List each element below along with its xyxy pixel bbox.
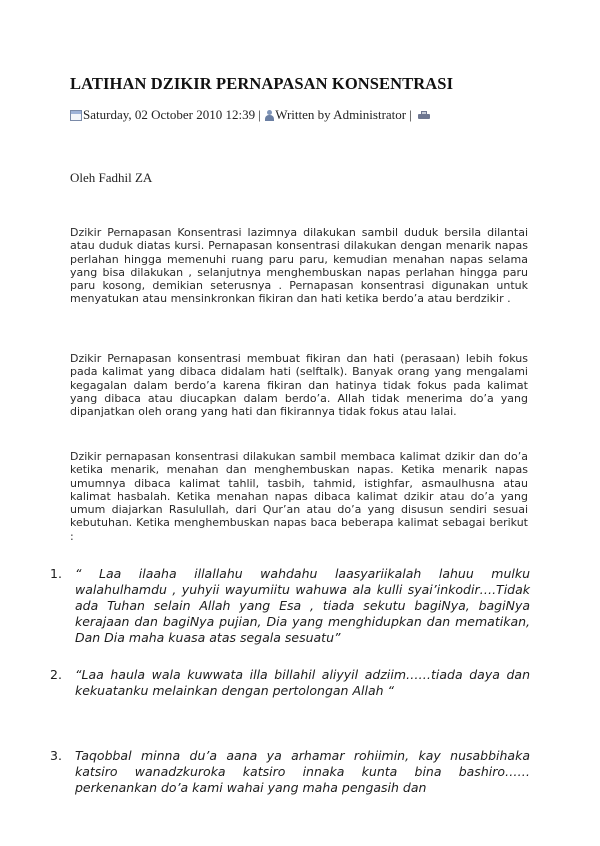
list-number: 1.	[50, 566, 62, 581]
article-meta	[70, 107, 430, 123]
paragraph: Dzikir pernapasan konsentrasi dilakukan sambil membaca kalimat dzikir dan do’a ketika menarik, menahan dan menghembuskan napas. Ketika menarik napas umumnya dibaca kalimat tahlil, tasbih, tahmid, istighfar, asmaulhusna atau kalimat hasbalah. Ketika menahan napas dibaca kalimat dzikir atau do’a yang umum diajarkan Rasulullah, dari Qur’an atau do’a yang disusun sendiri sesuai kebutuhan. Ketika menghembuskan napas baca beberapa kalimat sebagai berikut :	[70, 450, 528, 543]
list-item	[50, 566, 530, 646]
list-number: 3.	[50, 748, 62, 763]
meta-separator: |	[406, 107, 416, 122]
calendar-icon	[70, 110, 82, 121]
list-item	[50, 667, 530, 699]
paragraph: Dzikir Pernapasan Konsentrasi lazimnya dilakukan sambil duduk bersila dilantai atau duduk diatas kursi. Pernapasan konsentrasi dilakukan dengan menarik napas perlahan hingga memenuhi ruang paru paru, kemudian menahan napas selama yang bisa dilakukan , selanjutnya menghembuskan napas perlahan hingga paru paru kosong, demikian seterusnya . Pernapasan konsentrasi digunakan untuk menyatukan atau mensinkronkan fikiran dan hati ketika berdo’a atau berdzikir .	[70, 226, 528, 306]
user-icon	[264, 110, 274, 121]
article-written-by: Written by Administrator	[275, 107, 407, 122]
list-item	[50, 748, 530, 796]
list-number: 2.	[50, 667, 62, 682]
article-title: LATIHAN DZIKIR PERNAPASAN KONSENTRASI	[70, 74, 454, 93]
article-author: Oleh Fadhil ZA	[70, 170, 153, 185]
article-date: Saturday, 02 October 2010 12:39	[83, 107, 256, 122]
list-item-text: “ Laa ilaaha illallahu wahdahu laasyariikalah lahuu mulku walahulhamdu , yuhyii wayumiitu wahuwa ala kulli syai’inkodir….Tidak ada Tuhan selain Allah yang Esa , tiada sekutu bagiNya, bagiNya kerajaan dan bagiNya pujian, Dia yang menghidupkan dan mematikan, Dan Dia maha kuasa atas segala sesuatu”	[75, 566, 530, 645]
list-item-text: “Laa haula wala kuwwata illa billahil aliyyil adziim……tiada daya dan kekuatanku melainkan dengan pertolongan Allah “	[75, 667, 530, 698]
list-item-text: Taqobbal minna du’a aana ya arhamar rohiimin, kay nusabbihaka katsiro wanadzkuroka katsiro innaka kunta bina bashiro…… perkenankan do’a kami wahai yang maha pengasih dan	[75, 748, 530, 795]
paragraph: Dzikir Pernapasan konsentrasi membuat fikiran dan hati (perasaan) lebih fokus pada kalimat yang dibaca didalam hati (selftalk). Banyak orang yang mengalami kegagalan dalam berdo’a karena fikiran dan hatinya tidak fokus pada kalimat yang dibaca atau diucapkan dalam berdo’a. Allah tidak menerima do’a yang dipanjatkan oleh orang yang hati dan fikirannya tidak fokus atau lalai.	[70, 352, 528, 419]
print-icon[interactable]	[418, 111, 430, 120]
meta-separator: |	[255, 107, 265, 122]
